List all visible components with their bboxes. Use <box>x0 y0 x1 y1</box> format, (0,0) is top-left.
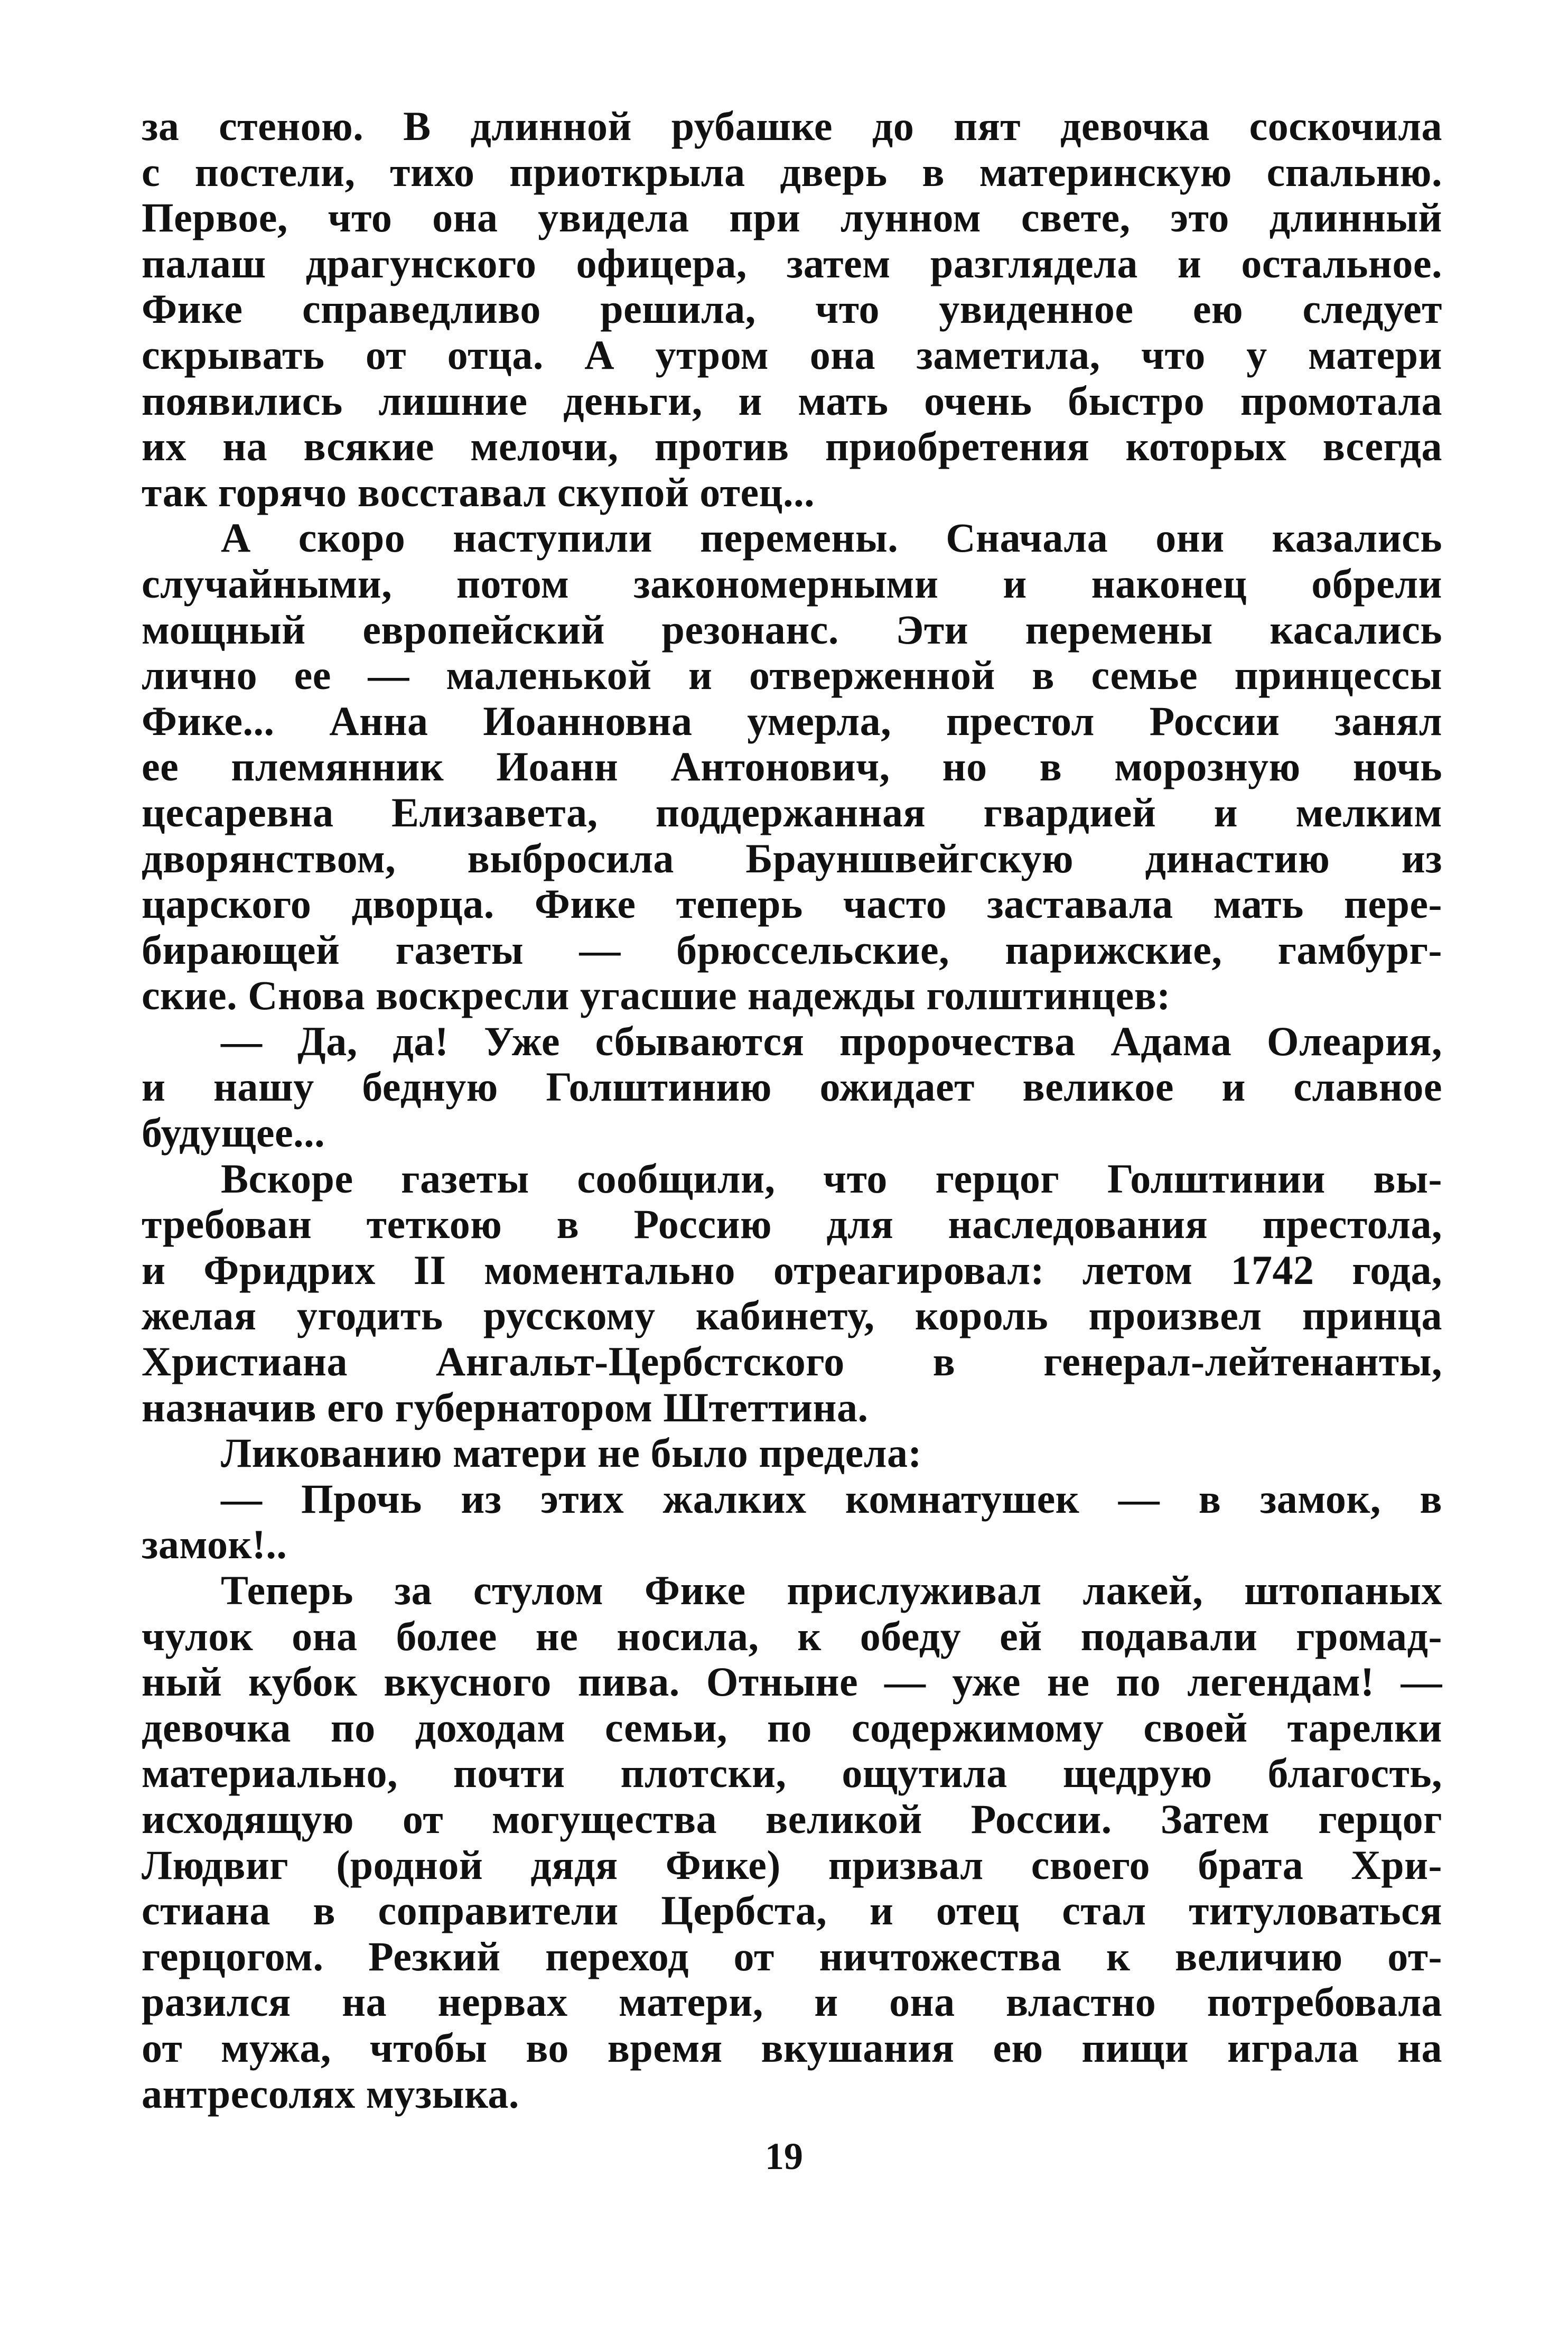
text-line: с постели, тихо приоткрыла дверь в материнскую спальню. <box>142 148 1442 195</box>
text-line: требован теткою в Россию для наследования престола, <box>142 1201 1442 1248</box>
text-line: ее племянник Иоанн Антонович, но в морозную ночь <box>142 743 1442 790</box>
text-line: цесаревна Елизавета, поддержанная гвардией и мелким <box>142 789 1442 835</box>
text-line: Христиана Ангальт-Цербстского в генерал-лейтенанты, <box>142 1338 1442 1385</box>
text-line: дворянством, выбросила Брауншвейгскую династию из <box>142 835 1442 881</box>
text-line: — Прочь из этих жалких комнатушек — в замок, в <box>221 1475 1442 1522</box>
text-line: назначив его губернатором Штеттина. <box>142 1384 869 1430</box>
text-line: будущее... <box>142 1110 325 1156</box>
text-line: разился на нервах матери, и она властно потребовала <box>142 1979 1442 2025</box>
text-line: стиана в соправители Цербста, и отец стал титуловаться <box>142 1887 1442 1934</box>
text-line: от мужа, чтобы во время вкушания ею пищи играла на <box>142 2024 1442 2071</box>
text-line: Ликованию матери не было предела: <box>221 1430 922 1476</box>
text-line: Вскоре газеты сообщили, что герцог Голштинии вы- <box>221 1155 1442 1202</box>
page-body-text <box>142 104 1442 2117</box>
text-line: и нашу бедную Голштинию ожидает великое и славное <box>142 1064 1442 1110</box>
text-line: бирающей газеты — брюссельские, парижские, гамбург- <box>142 926 1442 973</box>
text-line: лично ее — маленькой и отверженной в семье принцессы <box>142 652 1442 699</box>
text-line: Фике... Анна Иоанновна умерла, престол России занял <box>142 697 1442 744</box>
text-line: за стеною. В длинной рубашке до пят девочка соскочила <box>142 103 1442 149</box>
text-line: царского дворца. Фике теперь часто заставала мать пере- <box>142 881 1442 927</box>
text-line: ские. Снова воскресли угасшие надежды голштинцев: <box>142 972 1171 1019</box>
page-number: 19 <box>765 2135 803 2177</box>
text-line: антресолях музыка. <box>142 2070 519 2117</box>
text-line: девочка по доходам семьи, по содержимому своей тарелки <box>142 1704 1442 1751</box>
text-line: — Да, да! Уже сбываются пророчества Адама Олеария, <box>221 1018 1442 1064</box>
text-line: ный кубок вкусного пива. Отныне — уже не по легендам! — <box>142 1659 1442 1705</box>
text-line: так горячо восставал скупой отец... <box>142 469 815 515</box>
text-line: Фике справедливо решила, что увиденное ею следует <box>142 286 1442 332</box>
text-line: скрывать от отца. А утром она заметила, что у матери <box>142 331 1442 378</box>
text-line: палаш драгунского офицера, затем разглядела и остальное. <box>142 240 1442 286</box>
text-line: Первое, что она увидела при лунном свете, это длинный <box>142 194 1442 241</box>
text-line: случайными, потом закономерными и наконец обрели <box>142 560 1442 607</box>
text-line: материально, почти плотски, ощутила щедрую благость, <box>142 1750 1442 1797</box>
text-line: исходящую от могущества великой России. Затем герцог <box>142 1795 1442 1842</box>
text-line: мощный европейский резонанс. Эти перемены касались <box>142 606 1442 653</box>
text-line: их на всякие мелочи, против приобретения которых всегда <box>142 423 1442 470</box>
text-line: желая угодить русскому кабинету, король произвел принца <box>142 1292 1442 1339</box>
text-line: чулок она более не носила, к обеду ей подавали громад- <box>142 1613 1442 1659</box>
text-line: и Фридрих II моментально отреагировал: летом 1742 года, <box>142 1246 1442 1293</box>
text-line: появились лишние деньги, и мать очень быстро промотала <box>142 377 1442 424</box>
text-line: Теперь за стулом Фике прислуживал лакей, штопаных <box>221 1567 1442 1613</box>
text-line: замок!.. <box>142 1521 287 1568</box>
text-line: герцогом. Резкий переход от ничтожества к величию от- <box>142 1933 1442 1979</box>
text-line: Людвиг (родной дядя Фике) призвал своего брата Хри- <box>142 1841 1442 1888</box>
text-line: А скоро наступили перемены. Сначала они казались <box>221 515 1442 561</box>
